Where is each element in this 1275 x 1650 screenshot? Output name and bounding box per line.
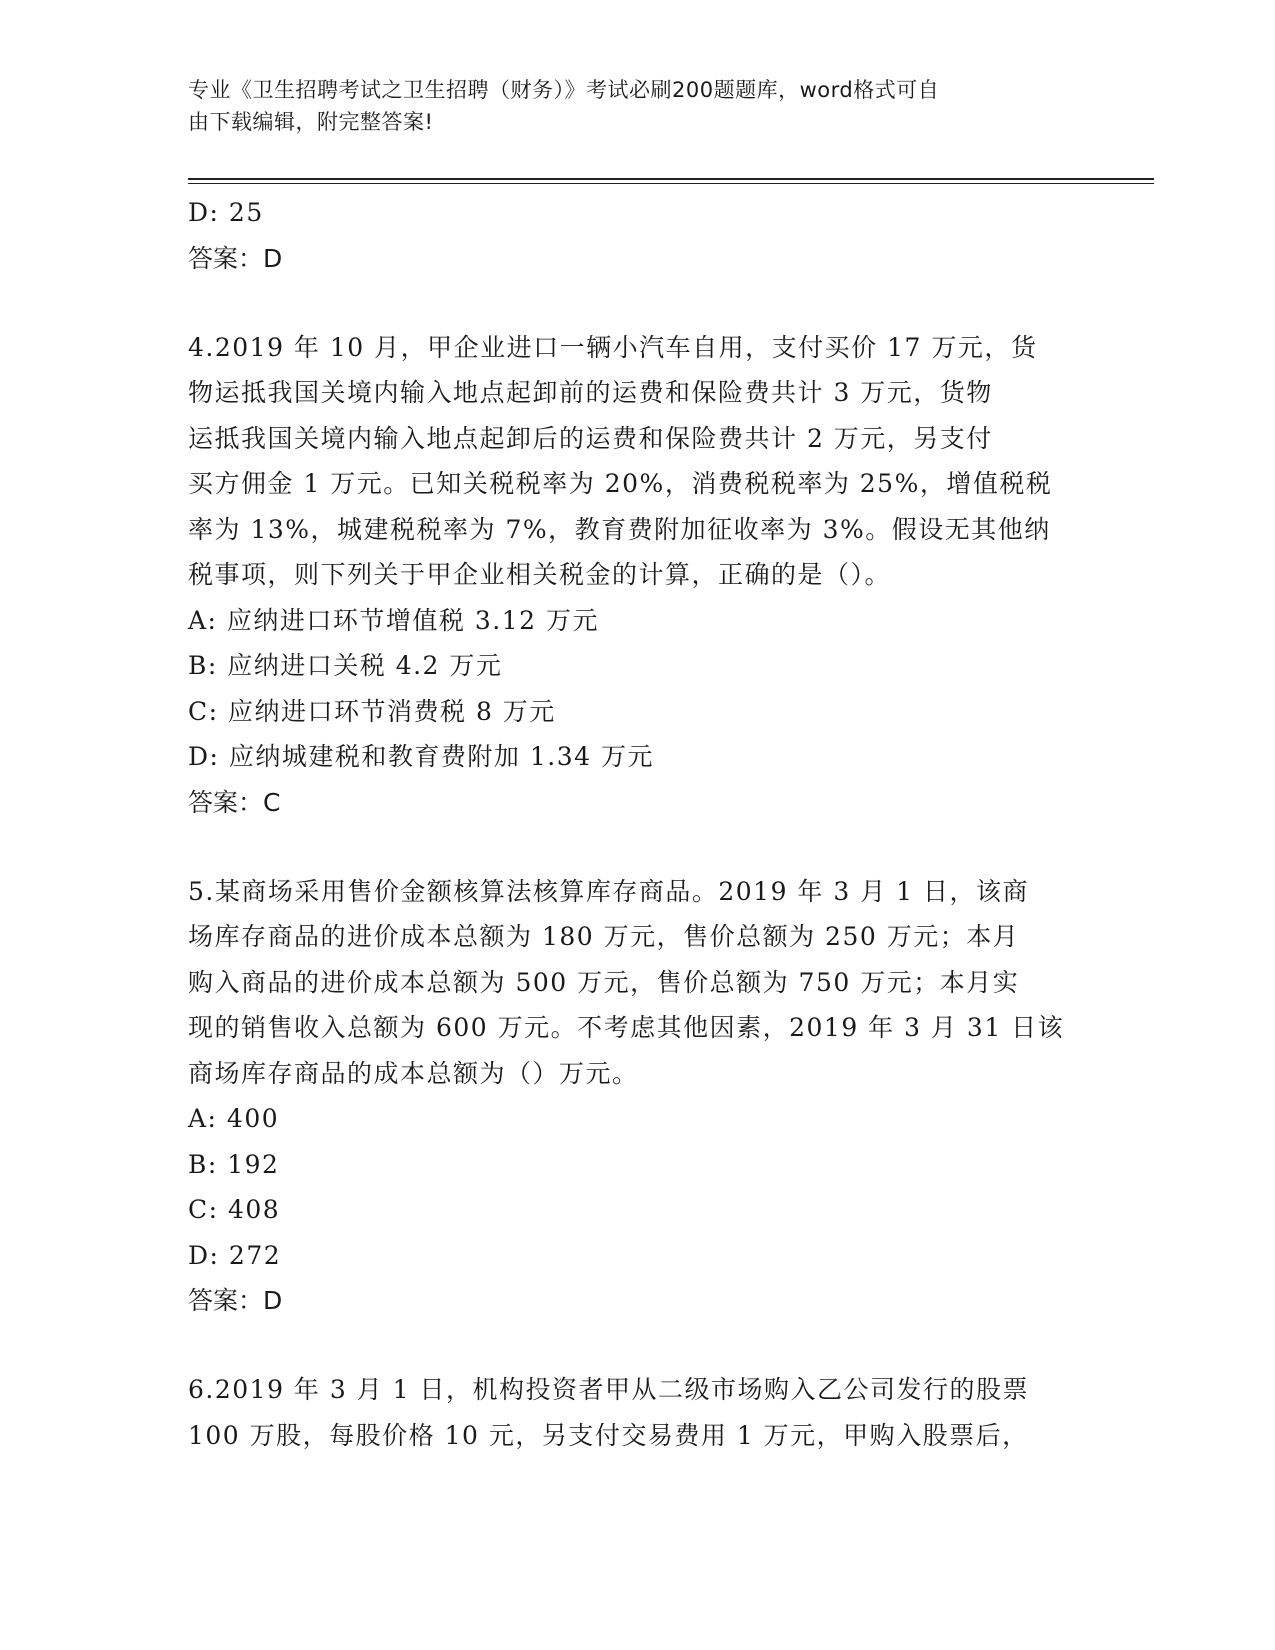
question-text-line: 商场库存商品的成本总额为（）万元。: [188, 1058, 639, 1088]
question-text-line: 税事项，则下列关于甲企业相关税金的计算，正确的是（）。: [188, 560, 892, 589]
question-5: [188, 869, 1088, 1324]
question-text-line: 场库存商品的进价成本总额为 180 万元，售价总额为 250 万元；本月: [188, 922, 1020, 951]
question-3-tail: [188, 190, 1088, 281]
question-text-line: 购入商品的进价成本总额为 500 万元，售价总额为 750 万元；本月实: [188, 967, 1020, 997]
question-text-line: 物运抵我国关境内输入地点起卸前的运费和保险费共计 3 万元，货物: [188, 378, 993, 407]
option-d: D: 272: [188, 1240, 282, 1270]
option-c: C: 408: [188, 1195, 281, 1224]
header-divider-thin: [188, 183, 1154, 184]
header-divider-thick: [188, 178, 1154, 180]
answer: 答案：C: [188, 787, 281, 817]
question-text-line: 率为 13%，城建税税率为 7%，教育费附加征收率为 3%。假设无其他纳: [188, 514, 1051, 544]
answer: 答案：D: [188, 243, 283, 273]
answer: 答案：D: [188, 1286, 283, 1315]
option-d: D: 25: [188, 198, 264, 227]
question-text-line: 买方佣金 1 万元。已知关税税率为 20%，消费税税率为 25%，增值税税: [188, 469, 1053, 498]
option-b: B: 192: [188, 1149, 280, 1179]
document-body: [188, 190, 1088, 1458]
question-4: [188, 325, 1088, 825]
question-text-line: 4.2019 年 10 月，甲企业进口一辆小汽车自用，支付买价 17 万元，货: [188, 332, 1038, 362]
question-text-line: 100 万股，每股价格 10 元，另支付交易费用 1 万元，甲购入股票后，: [188, 1420, 1029, 1450]
option-b: B: 应纳进口关税 4.2 万元: [188, 651, 503, 680]
question-text-line: 现的销售收入总额为 600 万元。不考虑其他因素，2019 年 3 月 31 日该: [188, 1013, 1065, 1042]
question-6: [188, 1367, 1088, 1458]
question-text-line: 运抵我国关境内输入地点起卸后的运费和保险费共计 2 万元，另支付: [188, 423, 993, 453]
spacer: [188, 1323, 1088, 1367]
header-line-1: 专业《卫生招聘考试之卫生招聘（财务）》考试必刷200题题库，word格式可自: [188, 78, 940, 102]
option-d: D: 应纳城建税和教育费附加 1.34 万元: [188, 742, 654, 771]
option-a: A: 400: [188, 1104, 280, 1133]
question-text-line: 5.某商场采用售价金额核算法核算库存商品。2019 年 3 月 1 日，该商: [188, 876, 1030, 906]
spacer: [188, 281, 1088, 325]
spacer: [188, 825, 1088, 869]
option-c: C: 应纳进口环节消费税 8 万元: [188, 696, 556, 726]
header-line-2: 由下载编辑，附完整答案!: [188, 110, 434, 134]
option-a: A: 应纳进口环节增值税 3.12 万元: [188, 605, 599, 635]
page-header: [188, 74, 1068, 138]
question-text-line: 6.2019 年 3 月 1 日，机构投资者甲从二级市场购入乙公司发行的股票: [188, 1375, 1030, 1404]
